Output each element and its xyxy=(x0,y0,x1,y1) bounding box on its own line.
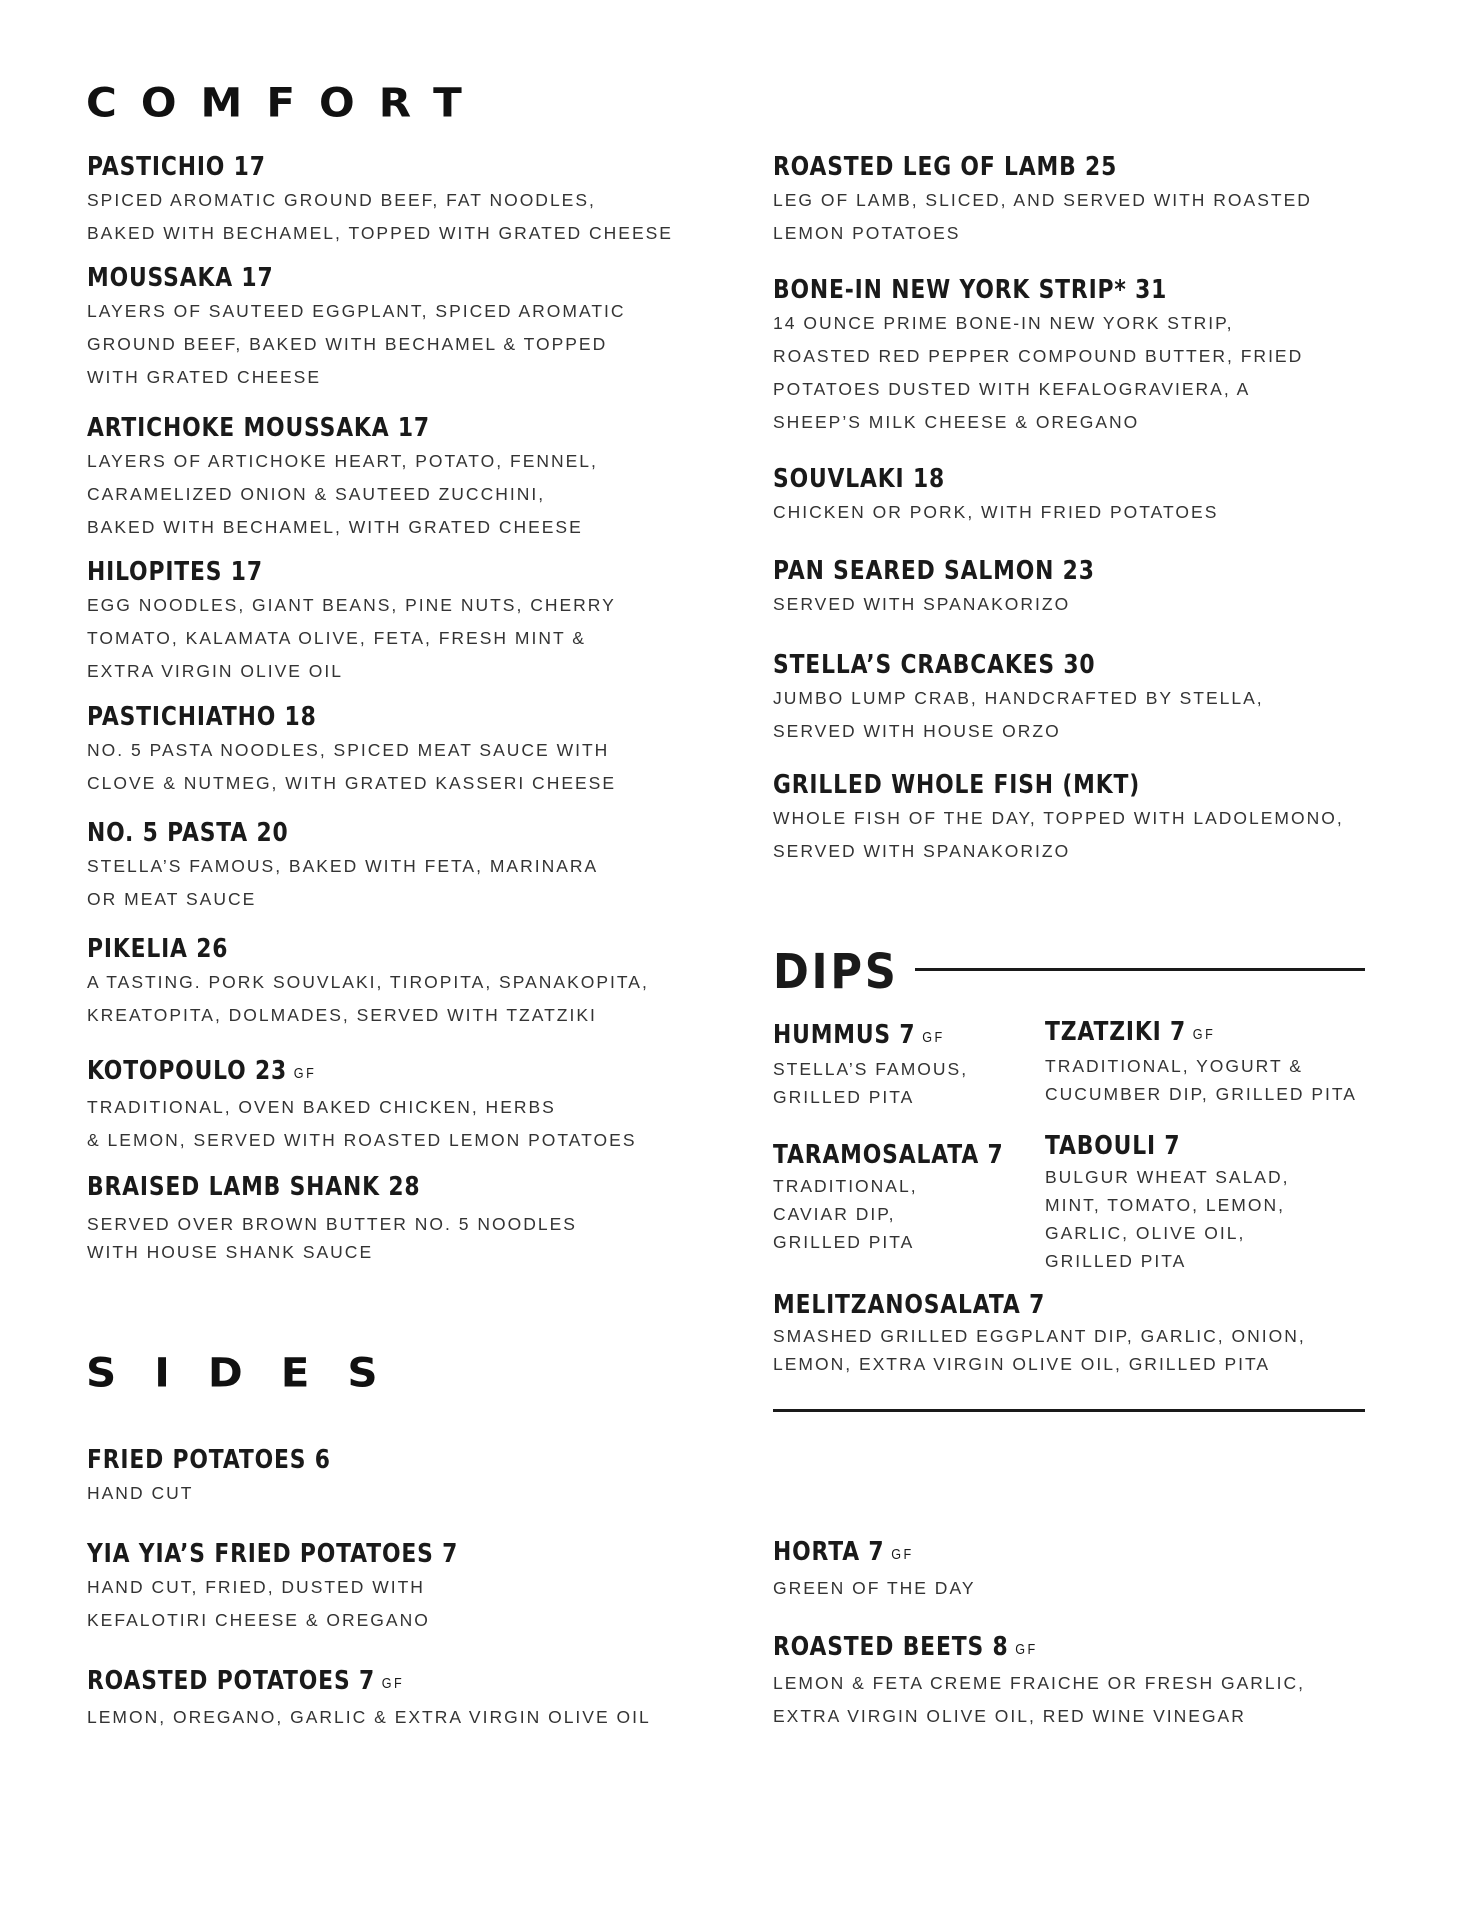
side-description: LEMON & FETA CREME FRAICHE OR FRESH GARLIC, EXTRA VIRGIN OLIVE OIL, RED WINE VINEGAR xyxy=(773,1673,1305,1726)
menu-item-description: SERVED OVER BROWN BUTTER NO. 5 NOODLES WITH HOUSE SHANK SAUCE xyxy=(87,1214,577,1262)
menu-item-name: PASTICHIATHO 18 xyxy=(87,702,317,732)
side-description: GREEN OF THE DAY xyxy=(773,1578,976,1598)
menu-item xyxy=(87,555,747,688)
menu-item xyxy=(87,261,747,394)
gluten-free-badge: GF xyxy=(1015,1641,1038,1658)
dip-name xyxy=(1045,1015,1322,1052)
dip-description: BULGUR WHEAT SALAD, MINT, TOMATO, LEMON, GARLIC, OLIVE OIL, GRILLED PITA xyxy=(1045,1167,1290,1271)
menu-item xyxy=(773,648,1433,748)
menu-item-name: SOUVLAKI 18 xyxy=(773,464,946,494)
menu-item-description: SPICED AROMATIC GROUND BEEF, FAT NOODLES, BAKED WITH BECHAMEL, TOPPED WITH GRATED CHEESE xyxy=(87,190,673,243)
dip-name-text: HUMMUS 7 xyxy=(773,1020,916,1050)
menu-item-description: NO. 5 PASTA NOODLES, SPICED MEAT SAUCE WITH CLOVE & NUTMEG, WITH GRATED KASSERI CHEESE xyxy=(87,740,617,793)
gluten-free-badge: GF xyxy=(293,1065,317,1082)
comfort-heading: COMFORT xyxy=(86,79,486,126)
menu-item-description: LEG OF LAMB, SLICED, AND SERVED WITH ROASTED LEMON POTATOES xyxy=(773,190,1312,243)
dip-description: SMASHED GRILLED EGGPLANT DIP, GARLIC, ONION, LEMON, EXTRA VIRGIN OLIVE OIL, GRILLED PITA xyxy=(773,1326,1306,1374)
dip-description: TRADITIONAL, YOGURT & CUCUMBER DIP, GRILLED PITA xyxy=(1045,1056,1357,1104)
dips-heading: DIPS xyxy=(773,944,899,1000)
menu-item-description: 14 OUNCE PRIME BONE-IN NEW YORK STRIP, ROASTED RED PEPPER COMPOUND BUTTER, FRIED POTATOES DUSTED WITH KEFALOGRAVIERA, A SHEEP’S MILK CHEESE & OREGANO xyxy=(773,313,1304,432)
dip-item xyxy=(1045,1129,1375,1275)
menu-item-description: SERVED WITH SPANAKORIZO xyxy=(773,594,1071,614)
side-name-text: ROASTED POTATOES 7 xyxy=(87,1666,376,1696)
side-name: YIA YIA’S FRIED POTATOES 7 xyxy=(87,1539,459,1569)
menu-item-description: TRADITIONAL, OVEN BAKED CHICKEN, HERBS & LEMON, SERVED WITH ROASTED LEMON POTATOES xyxy=(87,1097,637,1150)
gluten-free-badge: GF xyxy=(891,1546,914,1563)
menu-item-description: STELLA’S FAMOUS, BAKED WITH FETA, MARINARA OR MEAT SAUCE xyxy=(87,856,599,909)
menu-item xyxy=(87,700,747,800)
menu-item xyxy=(773,462,1433,529)
side-name-text: HORTA 7 xyxy=(773,1537,885,1567)
side-item xyxy=(773,1630,1433,1733)
side-name-text: ROASTED BEETS 8 xyxy=(773,1632,1009,1662)
side-item xyxy=(87,1664,747,1734)
menu-item xyxy=(87,1170,747,1266)
menu-item-name: STELLA’S CRABCAKES 30 xyxy=(773,650,1096,680)
menu-item xyxy=(773,273,1433,439)
side-description: HAND CUT xyxy=(87,1483,194,1503)
side-description: LEMON, OREGANO, GARLIC & EXTRA VIRGIN OLIVE OIL xyxy=(87,1707,651,1727)
menu-item-name: BONE-IN NEW YORK STRIP* 31 xyxy=(773,275,1168,305)
menu-item xyxy=(87,150,747,250)
side-name: FRIED POTATOES 6 xyxy=(87,1445,331,1475)
menu-item-name: GRILLED WHOLE FISH (MKT) xyxy=(773,770,1141,800)
menu-item-name: NO. 5 PASTA 20 xyxy=(87,818,289,848)
dip-name: TARAMOSALATA 7 xyxy=(773,1140,1004,1170)
dip-item xyxy=(773,1288,1373,1378)
side-item xyxy=(87,1537,747,1637)
menu-item-name: PIKELIA 26 xyxy=(87,934,229,964)
menu-item xyxy=(87,1054,747,1157)
dip-name: TABOULI 7 xyxy=(1045,1131,1181,1161)
menu-item-name: MOUSSAKA 17 xyxy=(87,263,274,293)
side-name xyxy=(773,1630,1327,1667)
side-name xyxy=(773,1535,1327,1572)
menu-item-name: HILOPITES 17 xyxy=(87,557,263,587)
menu-item-description: EGG NOODLES, GIANT BEANS, PINE NUTS, CHERRY TOMATO, KALAMATA OLIVE, FETA, FRESH MINT & EXTRA VIRGIN OLIVE OIL xyxy=(87,595,616,681)
dips-top-rule xyxy=(915,968,1365,971)
gluten-free-badge: GF xyxy=(1192,1026,1216,1043)
menu-item-name: ARTICHOKE MOUSSAKA 17 xyxy=(87,413,430,443)
menu-item xyxy=(773,554,1433,621)
menu-item-name: PAN SEARED SALMON 23 xyxy=(773,556,1095,586)
menu-item-name: ROASTED LEG OF LAMB 25 xyxy=(773,152,1118,182)
menu-item-description: WHOLE FISH OF THE DAY, TOPPED WITH LADOLEMONO, SERVED WITH SPANAKORIZO xyxy=(773,808,1344,861)
sides-heading: SIDES xyxy=(86,1349,416,1396)
dip-description: STELLA’S FAMOUS, GRILLED PITA xyxy=(773,1059,969,1107)
menu-item-description: JUMBO LUMP CRAB, HANDCRAFTED BY STELLA, SERVED WITH HOUSE ORZO xyxy=(773,688,1264,741)
menu-item xyxy=(773,150,1433,250)
dip-name: MELITZANOSALATA 7 xyxy=(773,1290,1046,1320)
dip-name xyxy=(773,1018,991,1055)
side-name xyxy=(87,1664,641,1701)
menu-item xyxy=(87,411,747,544)
menu-item-description: LAYERS OF SAUTEED EGGPLANT, SPICED AROMATIC GROUND BEEF, BAKED WITH BECHAMEL & TOPPED WITH GRATED CHEESE xyxy=(87,301,626,387)
dip-item xyxy=(773,1018,1033,1111)
menu-item-name: BRAISED LAMB SHANK 28 xyxy=(87,1172,421,1202)
menu-item-name xyxy=(87,1054,641,1091)
menu-item xyxy=(87,932,747,1032)
menu-item xyxy=(773,768,1433,868)
menu-item-name-text: KOTOPOULO 23 xyxy=(87,1056,288,1086)
dip-item xyxy=(1045,1015,1375,1108)
dip-name-text: TZATZIKI 7 xyxy=(1045,1017,1187,1047)
menu-item-description: LAYERS OF ARTICHOKE HEART, POTATO, FENNEL, CARAMELIZED ONION & SAUTEED ZUCCHINI, BAKED WITH BECHAMEL, WITH GRATED CHEESE xyxy=(87,451,598,537)
menu-item-name: PASTICHIO 17 xyxy=(87,152,266,182)
menu-item-description: CHICKEN OR PORK, WITH FRIED POTATOES xyxy=(773,502,1219,522)
menu-item xyxy=(87,816,747,916)
side-item xyxy=(773,1535,1433,1605)
dips-bottom-rule xyxy=(773,1409,1365,1412)
gluten-free-badge: GF xyxy=(922,1029,945,1046)
side-description: HAND CUT, FRIED, DUSTED WITH KEFALOTIRI CHEESE & OREGANO xyxy=(87,1577,430,1630)
dip-item xyxy=(773,1138,1033,1256)
side-item xyxy=(87,1443,747,1510)
gluten-free-badge: GF xyxy=(381,1675,405,1692)
dip-description: TRADITIONAL, CAVIAR DIP, GRILLED PITA xyxy=(773,1176,918,1252)
menu-item-description: A TASTING. PORK SOUVLAKI, TIROPITA, SPANAKOPITA, KREATOPITA, DOLMADES, SERVED WITH TZATZIKI xyxy=(87,972,649,1025)
